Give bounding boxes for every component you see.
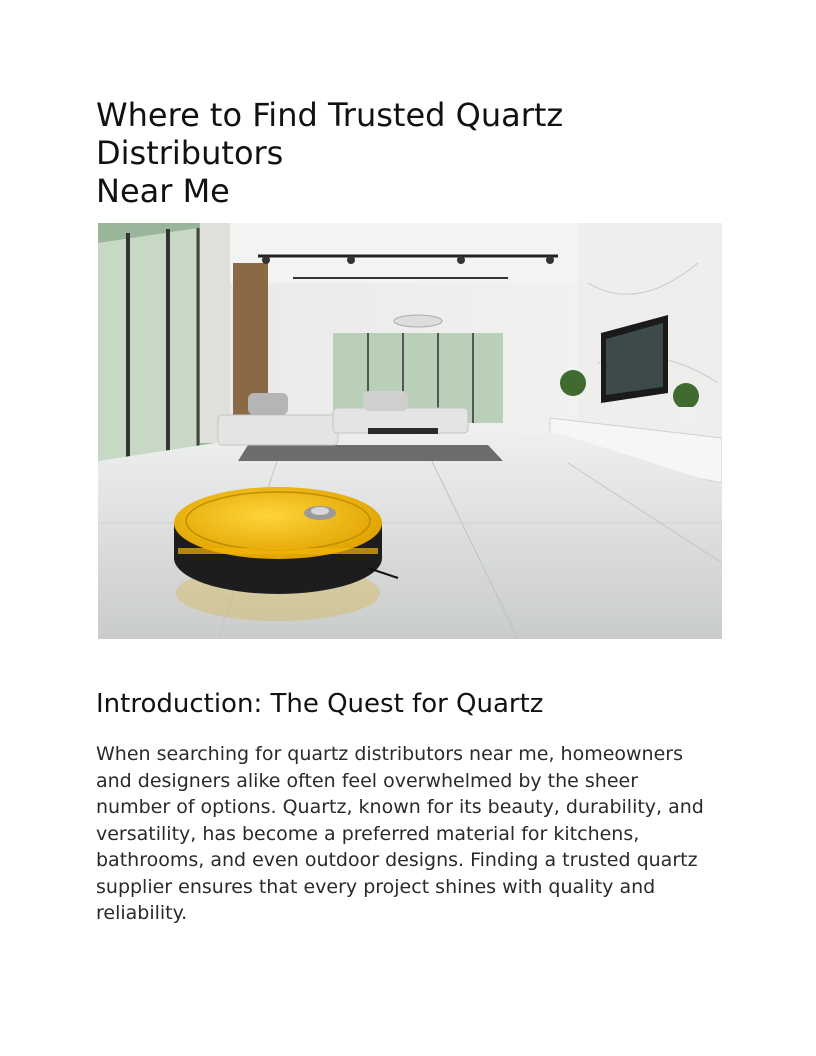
- hero-image: [98, 223, 722, 639]
- page-title: Where to Find Trusted Quartz Distributors Near Me: [96, 96, 564, 210]
- intro-paragraph: When searching for quartz distributors near me, homeowners and designers alike often feel overwhelmed by the sheer number of options. Quartz, known for its beauty, durability, and versatility, has become a preferred material for kitchens, bathrooms, and even outdoor designs. Finding a trusted quartz supplier ensures that every project shines with quality and reliability.: [96, 743, 704, 924]
- section-heading: Introduction: The Quest for Quartz: [96, 689, 544, 719]
